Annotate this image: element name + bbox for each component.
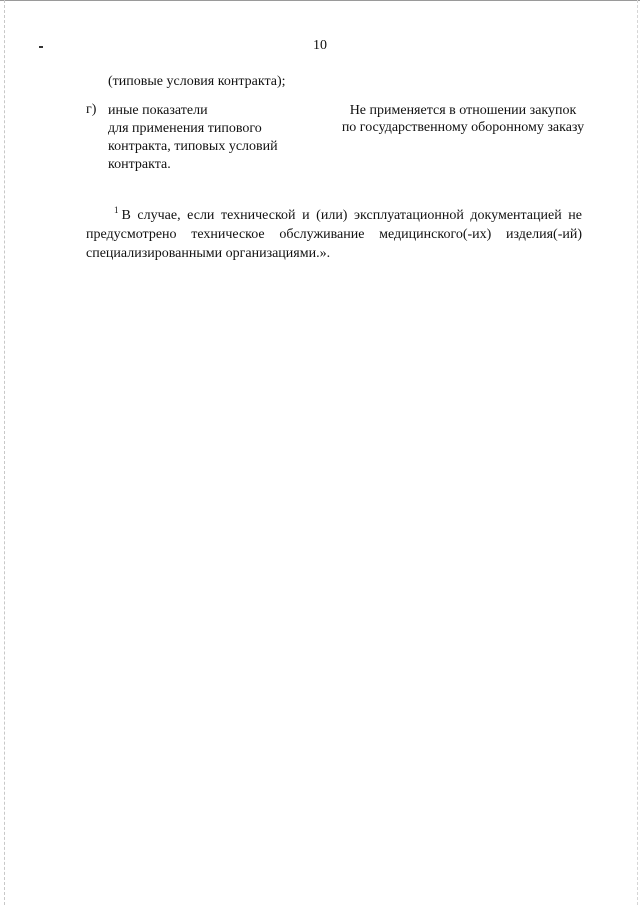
scan-top-edge bbox=[0, 0, 640, 1]
footnote-marker: 1 bbox=[114, 205, 119, 215]
scan-right-edge bbox=[637, 0, 639, 905]
scan-left-edge bbox=[4, 0, 6, 905]
item-value-line: Не применяется в отношении закупок bbox=[349, 103, 577, 118]
page-number: 10 bbox=[313, 38, 327, 53]
item-value-line: по государственному оборонному заказу bbox=[341, 120, 585, 135]
item-description-line: для применения типового bbox=[108, 121, 262, 136]
item-value bbox=[338, 102, 588, 136]
item-description-line: иные показатели bbox=[108, 103, 208, 118]
footnote-text: В случае, если технической и (или) эксплуатационной документацией не предусмотрено техническое обслуживание медицинского(-их) изделия(-ий) специализированными организациями.». bbox=[86, 208, 582, 261]
footnote bbox=[86, 201, 582, 263]
previous-item-continuation: (типовые условия контракта); bbox=[108, 74, 286, 89]
item-letter: г) bbox=[86, 102, 97, 117]
item-description-line: контракта. bbox=[108, 157, 171, 172]
item-description-line: контракта, типовых условий bbox=[108, 139, 278, 154]
item-description bbox=[108, 102, 308, 174]
